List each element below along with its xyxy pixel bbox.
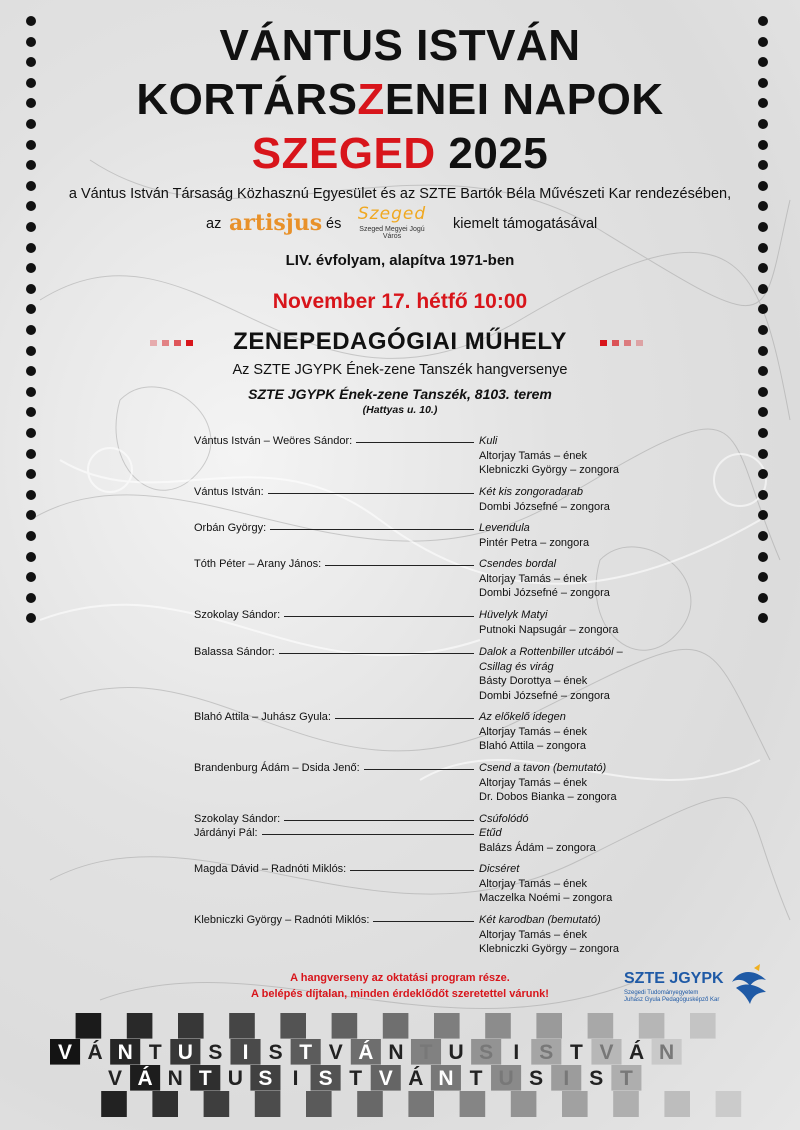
banner-letter: U: [177, 1041, 193, 1064]
program-performer: Maczelka Noémi – zongora: [479, 892, 613, 904]
program-work-title: Csend a tavon (bemutató): [479, 762, 607, 774]
jgypk-sub-1: Szegedi Tudományegyetem: [624, 990, 699, 996]
venue-line: SZTE JGYPK Ének-zene Tanszék, 8103. terem: [248, 386, 552, 402]
banner-cell: [76, 1013, 102, 1039]
program-work-title: Két kis zongoradarab: [479, 486, 583, 498]
program-composer: Blahó Attila – Juhász Gyula:: [194, 711, 331, 723]
program-composer: Magda Dávid – Radnóti Miklós:: [194, 863, 347, 875]
title-part: ENEI NAPOK: [384, 75, 664, 124]
program-composer: Vántus István – Weöres Sándor:: [194, 435, 353, 447]
banner-letter: S: [539, 1041, 554, 1064]
program-work-title: Csillag és virág: [479, 660, 554, 673]
banner-letter: S: [529, 1067, 544, 1090]
banner-letter: T: [349, 1067, 363, 1090]
program-performer: Altorjay Tamás – ének: [479, 776, 588, 789]
program-composer: Járdányi Pál:: [194, 827, 258, 839]
program-work-title: Dicséret: [479, 863, 520, 875]
program-performer: Altorjay Tamás – ének: [479, 877, 588, 890]
program-performer: Putnoki Napsugár – zongora: [479, 623, 619, 636]
banner-letter: N: [659, 1041, 675, 1064]
banner-cell: [408, 1091, 434, 1117]
banner-letter: S: [258, 1067, 273, 1090]
banner-letter: Á: [358, 1041, 374, 1064]
banner-cell: [639, 1013, 665, 1039]
program-composer: Brandenburg Ádám – Dsida Jenő:: [194, 762, 360, 774]
banner-letter: N: [438, 1067, 454, 1090]
banner-letter: V: [108, 1067, 123, 1090]
banner-letter: I: [242, 1041, 249, 1064]
banner-cell: [613, 1091, 639, 1117]
title-year: 2025: [448, 129, 549, 178]
program-performer: Altorjay Tamás – ének: [479, 572, 588, 585]
banner-letter: V: [599, 1041, 614, 1064]
sponsor-prefix: az: [206, 216, 222, 232]
program-performer: Klebniczki György – zongora: [479, 943, 620, 955]
banner-letter: T: [419, 1041, 433, 1064]
banner-cell: [434, 1013, 460, 1039]
banner-letter: V: [58, 1041, 73, 1064]
banner-cell: [229, 1013, 255, 1039]
banner-letter: Á: [628, 1041, 645, 1064]
jgypk-sub-2: Juhász Gyula Pedagógusképző Kar: [624, 997, 720, 1003]
banner-cell: [536, 1013, 562, 1039]
program-performer: Dombi Józsefné – zongora: [479, 500, 610, 513]
program-work-title: Csendes bordal: [479, 558, 557, 570]
program-work-title: Csúfolódó: [479, 813, 529, 825]
footer-line-2: A belépés díjtalan, minden érdeklődőt szeretettel várunk!: [251, 988, 549, 1000]
program-work-title: Hüvelyk Matyi: [479, 609, 548, 621]
banner-letter: Á: [137, 1067, 153, 1090]
program-work-title: Kuli: [479, 435, 498, 447]
banner-cell: [562, 1091, 588, 1117]
szeged-logo-word: Szeged: [357, 204, 427, 224]
concert-line: Az SZTE JGYPK Ének-zene Tanszék hangversenye: [232, 362, 568, 378]
banner-cell: [383, 1013, 409, 1039]
banner-cell: [511, 1091, 537, 1117]
banner-cell: [280, 1013, 306, 1039]
program-work-title: Dalok a Rottenbiller utcából –: [479, 646, 623, 658]
program-performer: Pintér Petra – zongora: [479, 536, 590, 549]
jgypk-logo-title: SZTE JGYPK: [624, 970, 724, 987]
program-work-title: Két karodban (bemutató): [479, 914, 601, 926]
program-performer: Balázs Ádám – zongora: [479, 841, 596, 854]
program-work-title: Az előkelő idegen: [479, 711, 566, 723]
banner-cell: [716, 1091, 742, 1117]
banner-cell: [255, 1091, 281, 1117]
banner-letter: T: [619, 1067, 633, 1090]
program-composer: Klebniczki György – Radnóti Miklós:: [194, 914, 370, 926]
banner-letter: T: [469, 1067, 483, 1090]
organizer-line: a Vántus István Társaság Közhasznú Egyesület és az SZTE Bartók Béla Művészeti Kar rendezésében,: [68, 186, 732, 202]
program-performer: Básty Dorottya – ének: [479, 675, 588, 687]
banner-letter: Á: [87, 1041, 103, 1064]
banner-cell: [664, 1091, 690, 1117]
program-performer: Altorjay Tamás – ének: [479, 449, 588, 462]
banner-cell: [332, 1013, 358, 1039]
program-performer: Klebniczki György – zongora: [479, 464, 620, 476]
banner-letter: S: [479, 1041, 494, 1064]
banner-cell: [101, 1091, 127, 1117]
banner-letter: T: [299, 1041, 313, 1064]
program-work-title: Levendula: [479, 522, 530, 534]
banner-cell: [357, 1091, 383, 1117]
banner-cell: [152, 1091, 178, 1117]
artisjus-logo: artisjus: [229, 210, 323, 236]
banner-letter: S: [589, 1067, 604, 1090]
banner-letter: V: [378, 1067, 393, 1090]
workshop-title: ZENEPEDAGÓGIAI MŰHELY: [233, 328, 567, 355]
banner-letter: V: [328, 1041, 343, 1064]
title-line-1: VÁNTUS ISTVÁN: [219, 21, 581, 70]
program-composer: Orbán György:: [194, 522, 267, 534]
program-composer: Vántus István:: [194, 486, 264, 498]
banner-cell: [485, 1013, 511, 1039]
banner-cell: [690, 1013, 716, 1039]
banner-letter: N: [167, 1067, 183, 1090]
title-part-red: Z: [357, 75, 385, 124]
address-line: (Hattyas u. 10.): [362, 404, 438, 416]
program-performer: Altorjay Tamás – ének: [479, 725, 588, 738]
banner-cell: [178, 1013, 204, 1039]
program-performer: Blahó Attila – zongora: [479, 740, 587, 752]
sponsor-suffix: kiemelt támogatásával: [453, 216, 598, 232]
program-composer: Tóth Péter – Arany János:: [194, 558, 322, 570]
banner-cell: [588, 1013, 614, 1039]
banner-letter: N: [388, 1041, 404, 1064]
banner-cell: [127, 1013, 153, 1039]
program-performer: Altorjay Tamás – ének: [479, 928, 588, 941]
program-work-title: Etűd: [479, 827, 502, 839]
banner-cell: [204, 1091, 230, 1117]
program-composer: Szokolay Sándor:: [194, 609, 281, 621]
program-performer: Dr. Dobos Bianka – zongora: [479, 791, 617, 803]
event-date: November 17. hétfő 10:00: [272, 290, 528, 313]
banner-letter: I: [563, 1067, 570, 1090]
title-part: KORTÁRS: [136, 75, 358, 124]
banner-letter: T: [569, 1041, 583, 1064]
banner-cell: [460, 1091, 486, 1117]
szeged-logo-sub: Szeged Megyei Jogú Város: [359, 226, 425, 240]
banner-letter: S: [268, 1041, 283, 1064]
sponsor-and: és: [326, 216, 342, 232]
banner-letter: S: [208, 1041, 223, 1064]
banner-letter: I: [513, 1041, 520, 1064]
banner-letter: S: [318, 1067, 333, 1090]
banner-letter: T: [198, 1067, 212, 1090]
banner-letter: T: [148, 1041, 162, 1064]
banner-letter: U: [498, 1067, 514, 1090]
banner-letter: I: [292, 1067, 299, 1090]
volume-line: LIV. évfolyam, alapítva 1971-ben: [285, 252, 515, 269]
title-city: SZEGED: [251, 129, 436, 178]
program-performer: Dombi Józsefné – zongora: [479, 587, 610, 599]
banner-letter: N: [117, 1041, 133, 1064]
banner-letter: U: [227, 1067, 243, 1090]
banner-cell: [306, 1091, 332, 1117]
footer-line-1: A hangverseny az oktatási program része.: [290, 972, 510, 984]
program-performer: Dombi Józsefné – zongora: [479, 689, 610, 702]
program-composer: Szokolay Sándor:: [194, 813, 281, 825]
program-composer: Balassa Sándor:: [194, 646, 275, 658]
banner-letter: U: [448, 1041, 464, 1064]
banner-letter: Á: [408, 1067, 424, 1090]
